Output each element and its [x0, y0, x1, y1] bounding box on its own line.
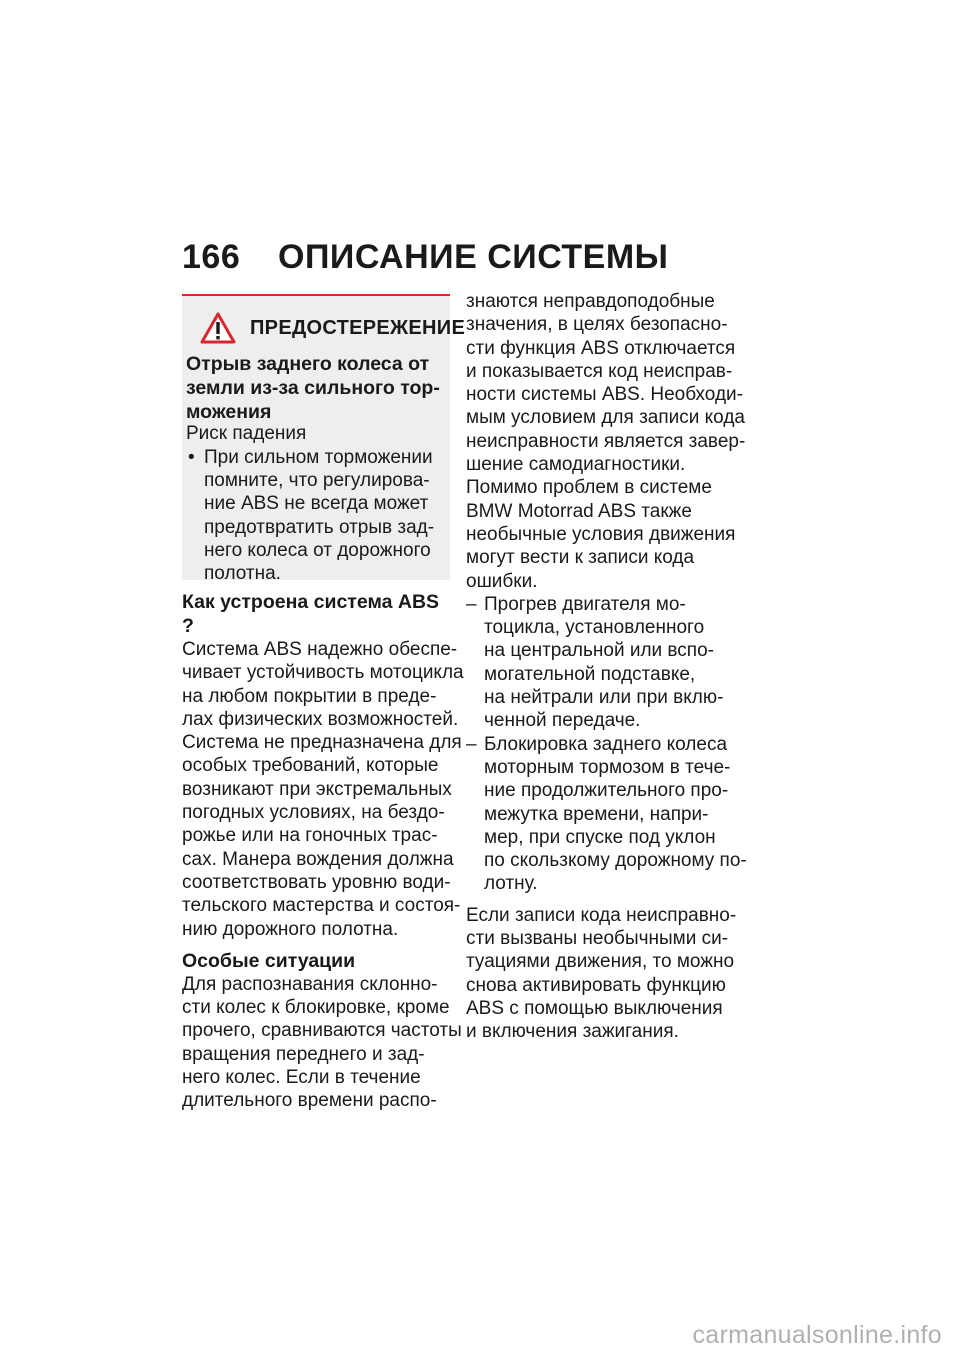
warning-risk: Риск падения [186, 423, 307, 444]
page-title: ОПИСАНИЕ СИСТЕМЫ [278, 238, 669, 276]
page-header [182, 238, 668, 277]
warning-title: Отрыв заднего колеса от земли из-за сильного тор- можения [186, 353, 440, 423]
right-column [466, 290, 747, 1044]
page-number: 166 [182, 238, 241, 276]
watermark: carmanualsonline.info [692, 1321, 942, 1349]
warning-bullet: • При сильном торможении помните, что регулирова- ние ABS не всегда может предотвратить отрыв зад- него колеса от дорожного полотна. [188, 447, 435, 585]
section-heading-special: Особые ситуации [182, 949, 356, 972]
warning-label: ПРЕДОСТЕРЕЖЕНИЕ [250, 316, 466, 339]
paragraph-continued: знаются неправдоподобные значения, в целях безопасно- сти функция ABS отключается и показывается код неисправ- ности системы ABS. Необходи- мым условием для записи кода неисправности является завер- шение самодиагностики. Помимо проблем в системе BMW Motorrad ABS также необычные условия движения могут вести к записи кода ошибки. [466, 291, 746, 592]
paragraph-reactivate: Если записи кода неисправно- сти вызваны необычными си- туациями движения, то можно снова активировать функцию ABS с помощью выключения и включения зажигания. [466, 904, 737, 1043]
bullet-icon: • [188, 447, 195, 468]
list-item: – Прогрев двигателя мо- тоцикла, установленного на центральной или вспо- могательной подставке, на нейтрали или при вклю- ченной передаче. [466, 593, 724, 732]
dash-bullet: – [466, 733, 477, 755]
warning-box [182, 294, 466, 585]
list-item: – Блокировка заднего колеса моторным тормозом в тече- ние продолжительного про- межутка времени, напри- мер, при спуске под уклон по скользкому дорожному по- лотну. [466, 733, 747, 895]
warning-triangle-icon [200, 312, 236, 344]
paragraph-abs: Система ABS надежно обеспе- чивает устойчивость мотоцикла на любом покрытии в преде- лах физических возможностей. Система не предназначена для особых требований, которые возникают при экстремальных погодных условиях, на бездо- рожье или на гоночных трас- сах. Манера вождения должна соответствовать уровню води- тельского мастерства и состоя- нию дорожного полотна. [182, 639, 464, 940]
dash-bullet: – [466, 593, 477, 615]
paragraph-special: Для распознавания склонно- сти колес к блокировке, кроме прочего, сравниваются частоты вращения переднего и зад- него колес. Если в течение длительного времени распо- [182, 973, 462, 1112]
left-column [182, 590, 464, 1113]
section-heading-abs: Как устроена система ABS ? [182, 591, 440, 637]
warning-header [200, 312, 465, 344]
